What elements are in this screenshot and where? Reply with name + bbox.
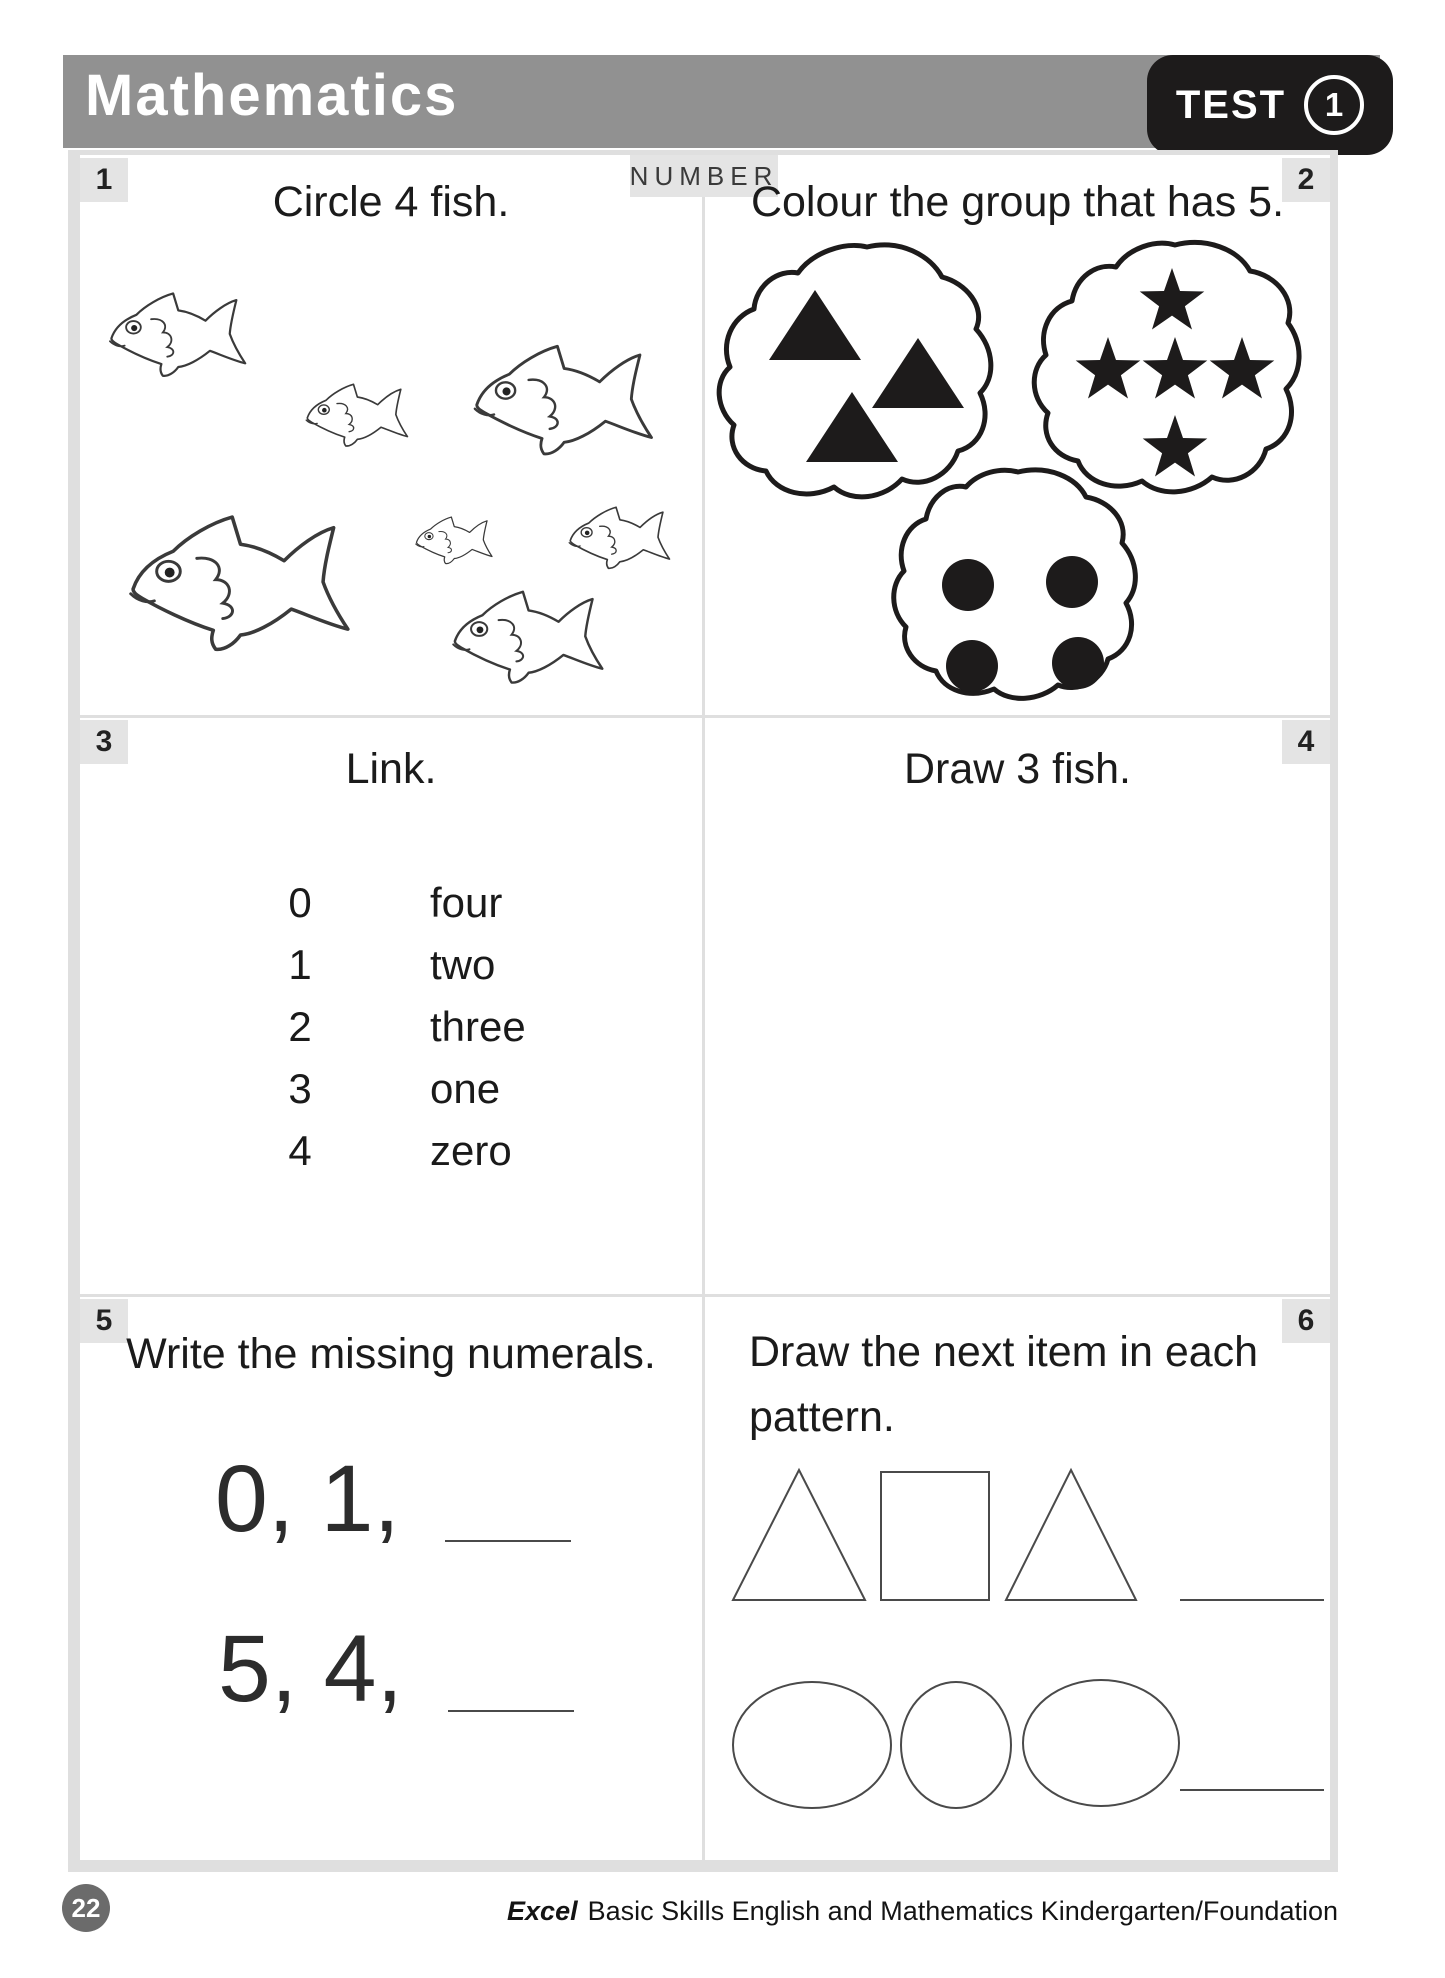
question-3-tab: 3 bbox=[80, 720, 128, 764]
question-2-tab: 2 bbox=[1282, 158, 1330, 202]
sequence-2: 5, 4, bbox=[218, 1616, 403, 1722]
triangle-outline-icon bbox=[1006, 1470, 1136, 1600]
link-numeral[interactable]: 3 bbox=[288, 1065, 312, 1112]
fish-icon[interactable] bbox=[475, 346, 652, 454]
page-title: Mathematics bbox=[85, 63, 459, 128]
group-of-3-triangles[interactable] bbox=[719, 245, 991, 497]
link-word[interactable]: three bbox=[430, 1003, 526, 1050]
oval-outline-icon bbox=[1023, 1680, 1179, 1806]
question-5-prompt: Write the missing numerals. bbox=[126, 1330, 656, 1378]
oval-outline-icon bbox=[733, 1682, 891, 1808]
fish-icon[interactable] bbox=[110, 293, 245, 375]
link-numeral[interactable]: 2 bbox=[288, 1003, 312, 1050]
question-5-tab: 5 bbox=[80, 1299, 128, 1343]
fish-icon[interactable] bbox=[416, 517, 492, 564]
group-of-5-stars[interactable] bbox=[1034, 243, 1299, 492]
question-3-prompt: Link. bbox=[345, 745, 437, 793]
question-1-prompt: Circle 4 fish. bbox=[272, 178, 510, 226]
fish-icon[interactable] bbox=[306, 384, 407, 446]
groups-illustration bbox=[704, 225, 1330, 715]
test-badge bbox=[1147, 55, 1393, 155]
question-4-prompt: Draw 3 fish. bbox=[903, 745, 1131, 793]
footer-text bbox=[507, 1896, 1338, 1927]
fish-icon[interactable] bbox=[569, 507, 669, 568]
link-word[interactable]: two bbox=[430, 941, 496, 988]
fish-icon[interactable] bbox=[453, 592, 602, 683]
square-outline-icon bbox=[881, 1472, 989, 1600]
sequence-1: 0, 1, bbox=[215, 1446, 400, 1552]
group-of-4-circles[interactable] bbox=[894, 470, 1136, 698]
link-word[interactable]: one bbox=[430, 1065, 501, 1112]
question-6-tab: 6 bbox=[1282, 1299, 1330, 1343]
strand-label: NUMBER bbox=[630, 155, 778, 197]
fish-icon[interactable] bbox=[131, 517, 348, 649]
test-label: TEST bbox=[1175, 82, 1287, 127]
triangle-outline-icon bbox=[733, 1470, 865, 1600]
link-numeral[interactable]: 4 bbox=[288, 1127, 312, 1174]
patterns-illustration bbox=[704, 1440, 1330, 1840]
link-word[interactable]: four bbox=[430, 879, 503, 926]
dot-icon bbox=[1046, 556, 1098, 608]
link-list bbox=[270, 872, 630, 1182]
oval-outline-icon bbox=[901, 1682, 1011, 1808]
cell-question-5 bbox=[80, 1297, 702, 1860]
drawing-area[interactable] bbox=[705, 810, 1330, 1290]
dot-icon bbox=[942, 559, 994, 611]
sequence-1-answer-blank[interactable] bbox=[445, 1540, 571, 1542]
dot-icon bbox=[946, 640, 998, 692]
dot-icon bbox=[1052, 637, 1104, 689]
link-row bbox=[270, 1120, 630, 1182]
link-row bbox=[270, 872, 630, 934]
question-4-tab: 4 bbox=[1282, 720, 1330, 764]
link-row bbox=[270, 996, 630, 1058]
question-6-prompt: Draw the next item in each pattern. bbox=[749, 1328, 1259, 1441]
page-number-badge: 22 bbox=[62, 1884, 110, 1932]
link-word[interactable]: zero bbox=[430, 1127, 512, 1174]
brand-logo: Excel bbox=[507, 1896, 578, 1926]
link-numeral[interactable]: 1 bbox=[288, 941, 312, 988]
pattern-row-1 bbox=[733, 1470, 1324, 1600]
sequence-2-answer-blank[interactable] bbox=[448, 1710, 574, 1712]
test-number-circle: 1 bbox=[1304, 75, 1364, 135]
link-row bbox=[270, 1058, 630, 1120]
link-row bbox=[270, 934, 630, 996]
footer-caption: Basic Skills English and Mathematics Kindergarten/Foundation bbox=[587, 1896, 1338, 1926]
link-numeral[interactable]: 0 bbox=[288, 879, 312, 926]
question-1-tab: 1 bbox=[80, 158, 128, 202]
fish-group-illustration bbox=[80, 240, 702, 710]
pattern-row-2 bbox=[733, 1680, 1324, 1808]
question-2-prompt: Colour the group that has 5. bbox=[750, 178, 1285, 226]
